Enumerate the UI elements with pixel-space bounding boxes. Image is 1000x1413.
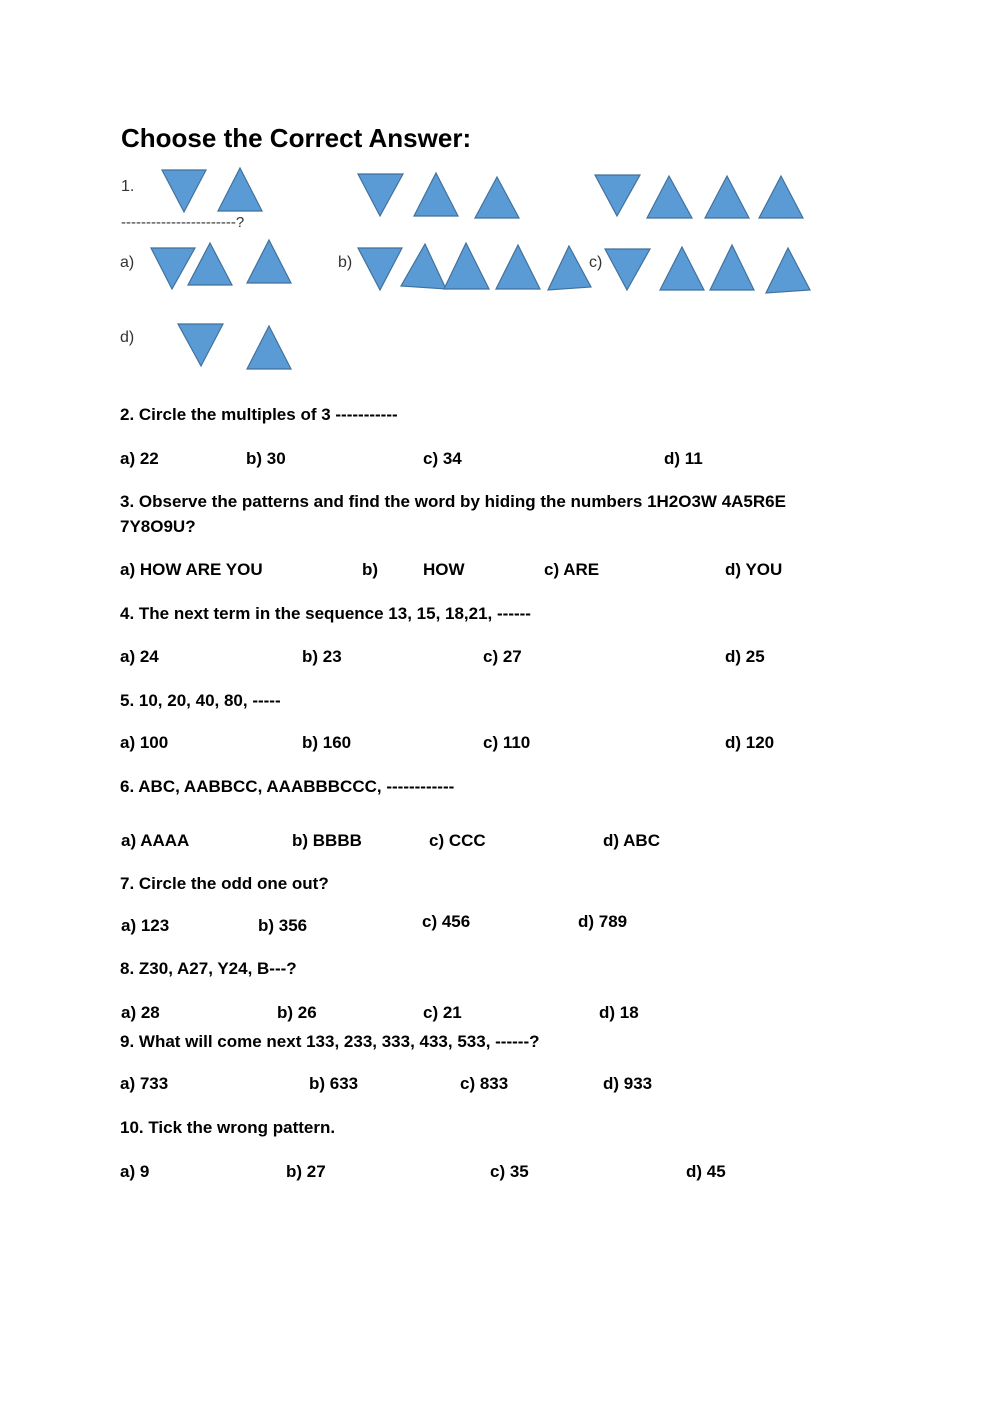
- pattern-term-1: [162, 168, 262, 212]
- triangle-down-icon: [178, 324, 223, 366]
- q3-option-c[interactable]: c) ARE: [544, 560, 600, 579]
- q4-option-d[interactable]: d) 25: [725, 647, 765, 666]
- triangle-up-icon: [247, 326, 291, 369]
- triangle-down-icon: [605, 249, 650, 290]
- q3-option-b-text[interactable]: HOW: [423, 560, 465, 579]
- pattern-term-3: [595, 175, 803, 218]
- q3-question-line1: 3. Observe the patterns and find the word by hiding the numbers 1H2O3W 4A5R6E: [120, 492, 786, 511]
- q1-option-a-shapes[interactable]: [151, 240, 291, 289]
- q1-number: 1.: [121, 178, 135, 195]
- q6-option-d[interactable]: d) ABC: [603, 831, 660, 850]
- q1-option-d-label[interactable]: d): [120, 329, 135, 346]
- q1-option-d-shapes[interactable]: [178, 324, 291, 369]
- worksheet-title: Choose the Correct Answer:: [121, 123, 472, 153]
- triangle-down-icon: [151, 248, 195, 289]
- q7-option-a[interactable]: a) 123: [121, 916, 170, 935]
- q1-triangle-patterns: [0, 0, 1000, 400]
- triangle-down-icon: [162, 170, 206, 212]
- q9-question: 9. What will come next 133, 233, 333, 433, 533, ------?: [120, 1032, 540, 1051]
- q7-option-b[interactable]: b) 356: [258, 916, 308, 935]
- q9-option-d[interactable]: d) 933: [603, 1074, 653, 1093]
- triangle-up-icon: [496, 245, 540, 289]
- triangle-down-icon: [595, 175, 640, 216]
- q3-option-d[interactable]: d) YOU: [725, 560, 783, 579]
- q1-option-a-label[interactable]: a): [120, 254, 135, 271]
- triangle-up-icon: [705, 176, 749, 218]
- triangle-up-icon: [766, 248, 810, 293]
- triangle-up-icon: [247, 240, 291, 283]
- q10-question: 10. Tick the wrong pattern.: [120, 1118, 336, 1137]
- q7-option-d[interactable]: d) 789: [578, 912, 628, 931]
- q3-question-line2: 7Y8O9U?: [120, 517, 196, 536]
- q4-question: 4. The next term in the sequence 13, 15, 18,21, ------: [120, 604, 531, 623]
- q8-option-d[interactable]: d) 18: [599, 1003, 639, 1022]
- q7-option-c[interactable]: c) 456: [422, 912, 471, 931]
- q5-option-c[interactable]: c) 110: [483, 733, 531, 752]
- q6-question: 6. ABC, AABBCC, AAABBBCCC, ------------: [120, 777, 455, 796]
- q2-option-a[interactable]: a) 22: [120, 449, 159, 468]
- q7-question: 7. Circle the odd one out?: [120, 874, 329, 893]
- triangle-up-icon: [444, 243, 489, 289]
- q4-option-a[interactable]: a) 24: [120, 647, 159, 666]
- triangle-up-icon: [647, 176, 692, 218]
- q5-option-d[interactable]: d) 120: [725, 733, 775, 752]
- triangle-up-icon: [710, 245, 754, 290]
- triangle-up-icon: [401, 244, 446, 289]
- q1-option-c-shapes[interactable]: [605, 245, 810, 293]
- q1-blank: -----------------------?: [121, 214, 245, 231]
- q10-option-d[interactable]: d) 45: [686, 1162, 726, 1181]
- q2-question: 2. Circle the multiples of 3 -----------: [120, 405, 398, 424]
- triangle-up-icon: [414, 173, 458, 216]
- q6-option-c[interactable]: c) CCC: [429, 831, 486, 850]
- triangle-up-icon: [759, 176, 803, 218]
- q9-option-a[interactable]: a) 733: [120, 1074, 169, 1093]
- q10-option-b[interactable]: b) 27: [286, 1162, 326, 1181]
- pattern-term-2: [358, 173, 519, 218]
- triangle-down-icon: [358, 174, 403, 216]
- triangle-up-icon: [660, 247, 704, 290]
- q6-option-b[interactable]: b) BBBB: [292, 831, 362, 850]
- q8-option-a[interactable]: a) 28: [121, 1003, 160, 1022]
- q10-option-a[interactable]: a) 9: [120, 1162, 150, 1181]
- q1-option-c-label[interactable]: c): [589, 254, 603, 271]
- triangle-up-icon: [475, 177, 519, 218]
- q8-option-b[interactable]: b) 26: [277, 1003, 317, 1022]
- triangle-down-icon: [358, 248, 402, 290]
- q5-question: 5. 10, 20, 40, 80, -----: [120, 691, 281, 710]
- q5-option-b[interactable]: b) 160: [302, 733, 352, 752]
- triangle-up-icon: [218, 168, 262, 211]
- q3-option-a[interactable]: a) HOW ARE YOU: [120, 560, 263, 579]
- triangle-up-icon: [548, 246, 591, 290]
- q9-option-b[interactable]: b) 633: [309, 1074, 359, 1093]
- q2-option-d[interactable]: d) 11: [664, 449, 703, 468]
- q2-option-c[interactable]: c) 34: [423, 449, 462, 468]
- q2-option-b[interactable]: b) 30: [246, 449, 286, 468]
- q8-question: 8. Z30, A27, Y24, B---?: [120, 959, 297, 978]
- q4-option-b[interactable]: b) 23: [302, 647, 342, 666]
- q1-option-b-shapes[interactable]: [358, 243, 591, 290]
- q6-option-a[interactable]: a) AAAA: [121, 831, 190, 850]
- q9-option-c[interactable]: c) 833: [460, 1074, 509, 1093]
- q5-option-a[interactable]: a) 100: [120, 733, 169, 752]
- q3-option-b-label[interactable]: b): [362, 560, 379, 579]
- q8-option-c[interactable]: c) 21: [423, 1003, 462, 1022]
- q4-option-c[interactable]: c) 27: [483, 647, 522, 666]
- q10-option-c[interactable]: c) 35: [490, 1162, 529, 1181]
- q1-option-b-label[interactable]: b): [338, 254, 353, 271]
